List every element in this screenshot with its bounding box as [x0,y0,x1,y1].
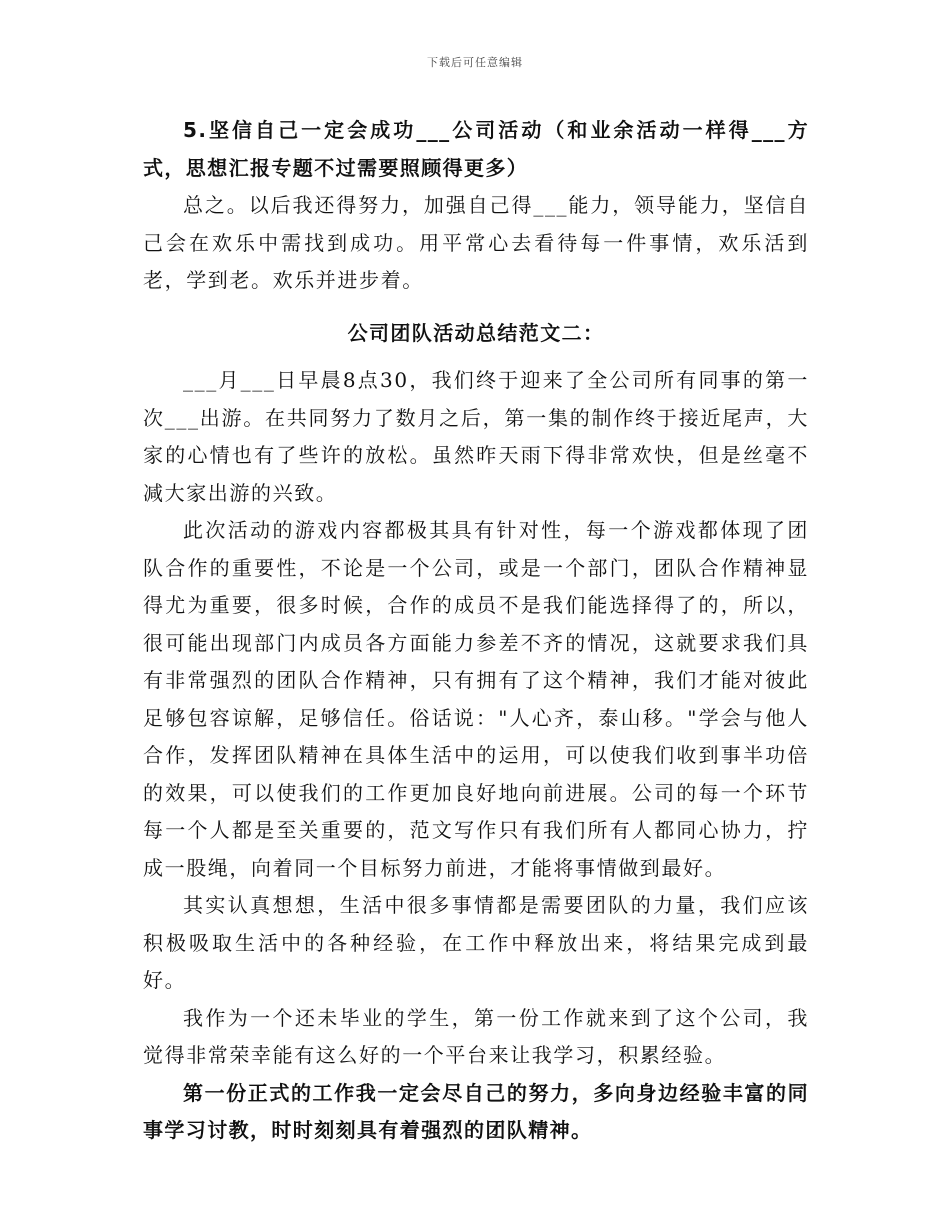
page-header: 下载后可任意编辑 [427,56,523,69]
document-body [143,112,809,1150]
paragraph-summary: 总之。以后我还得努力，加强自己得___能力，领导能力，坚信自己会在欢乐中需找到成功。用平常心去看待每一件事情，欢乐活到老，学到老。欢乐并进步着。 [143,193,809,292]
paragraph-student: 我作为一个还未毕业的学生，第一份工作就来到了这个公司，我觉得非常荣幸能有这么好的一个平台来让我学习，积累经验。 [143,1005,809,1067]
paragraph-teamwork: 此次活动的游戏内容都极其具有针对性，每一个游戏都体现了团队合作的重要性，不论是一个公司，或是一个部门，团队合作精神显得尤为重要，很多时候，合作的成员不是我们能选择得了的，所以，很可能出现部门内成员各方面能力参差不齐的情况，这就要求我们具有非常强烈的团队合作精神，只有拥有了这个精神，我们才能对彼此足够包容谅解，足够信任。俗话说："人心齐，泰山移。"学会与他人合作，发挥团队精神在具体生活中的运用，可以使我们收到事半功倍的效果，可以使我们的工作更加良好地向前进展。公司的每一个环节每一个人都是至关重要的，范文写作只有我们所有人都同心协力，拧成一股绳，向着同一个目标努力前进，才能将事情做到最好。 [143,518,809,880]
section-heading: 公司团队活动总结范文二： [347,320,605,345]
paragraph-outing: ___月___日早晨8点30，我们终于迎来了全公司所有同事的第一次___出游。在共同努力了数月之后，第一集的制作终于接近尾声，大家的心情也有了些许的放松。虽然昨天雨下得非常欢快，但是丝毫不减大家出游的兴致。 [143,368,809,505]
paragraph-commitment: 第一份正式的工作我一定会尽自己的努力，多向身边经验丰富的同事学习讨教，时时刻刻具有着强烈的团队精神。 [143,1080,809,1142]
paragraph-item-5: 5.坚信自己一定会成功___公司活动（和业余活动一样得___方式，思想汇报专题不过需要照顾得更多） [143,118,809,180]
paragraph-reflection: 其实认真想想，生活中很多事情都是需要团队的力量，我们应该积极吸取生活中的各种经验，在工作中释放出来，将结果完成到最好。 [143,893,809,992]
